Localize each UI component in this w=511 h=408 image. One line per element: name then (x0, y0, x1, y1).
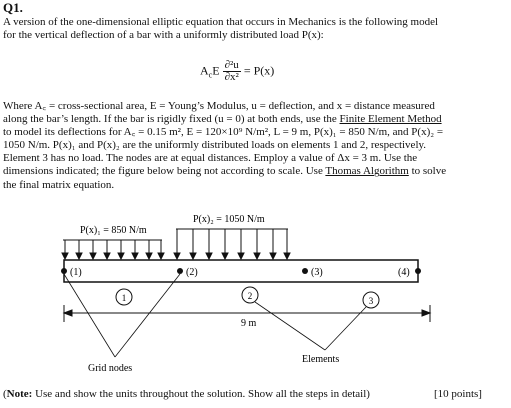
body-line-4: 1050 N/m. P(x)₁ and P(x)₂ are the uniformly distributed loads on elements 1 and 2, respectively. (3, 139, 427, 152)
question-intro (3, 16, 509, 42)
node-3-dot (302, 268, 308, 274)
load1-arrows (62, 240, 164, 259)
element-3-label: 3 (368, 296, 374, 306)
intro-line-2: for the vertical deflection of a bar with a uniformly distributed load P(x): (3, 29, 324, 42)
governing-equation (200, 60, 274, 83)
fem-link[interactable]: Finite Element Method (339, 113, 442, 126)
bar-diagram (0, 205, 511, 385)
intro-line-1: A version of the one-dimensional elliptic equation that occurs in Mechanics is the following model (3, 16, 439, 28)
load1-label: P(x)₁ = 850 N/m (80, 225, 147, 236)
question-number: Q1. (3, 0, 23, 15)
eq-coef2: E (212, 63, 220, 78)
note-text: Use and show the units throughout the solution. Show all the steps in detail) (32, 388, 370, 400)
node-1-dot (61, 268, 67, 274)
body-line-1: Where A꜀ = cross-sectional area, E = Young’s Modulus, u = deflection, and x = distance measured (3, 100, 435, 112)
eq-denominator: ∂x² (224, 71, 239, 83)
node-2-label: (2) (186, 267, 198, 278)
elements-pointers (255, 302, 366, 350)
elements-label: Elements (302, 354, 340, 365)
body-line-7: the final matrix equation. (3, 178, 115, 191)
eq-coef: A (200, 63, 209, 78)
body-line-6: dimensions indicated; the figure below being not according to scale. Use Thomas Algorithm to solve (3, 165, 447, 178)
note-bold: Note: (6, 388, 33, 400)
eq-coef-sub: c (208, 70, 213, 80)
body-line-2: along the bar’s length. If the bar is rigidly fixed (u = 0) at both ends, use the Finite Element Method (3, 113, 442, 126)
eq-rhs: = P(x) (243, 63, 275, 78)
thomas-link[interactable]: Thomas Algorithm (325, 165, 409, 178)
eq-fraction (223, 60, 241, 83)
question-body (3, 100, 509, 192)
body-line-3: to model its deflections for A꜀ = 0.15 m², E = 120×10⁹ N/m², L = 9 m, P(x)₁ = 850 N/m, and P(x)₂ = (3, 126, 444, 139)
node-3-label: (3) (311, 267, 323, 278)
eq-numerator: ∂²u (224, 59, 239, 71)
node-4-dot (415, 268, 421, 274)
node-1-label: (1) (70, 267, 82, 278)
load2-arrows (174, 229, 290, 259)
note (3, 388, 370, 400)
body-line-5: Element 3 has no load. The nodes are at equal distances. Employ a value of Δx = 3 m. Use the (3, 152, 418, 165)
node-2-dot (177, 268, 183, 274)
bar (64, 260, 418, 282)
grid-nodes-label: Grid nodes (88, 363, 133, 374)
grid-nodes-pointers (64, 274, 180, 357)
points-label: [10 points] (434, 388, 482, 400)
length-label: 9 m (241, 318, 257, 329)
node-4-label: (4) (398, 267, 410, 278)
note-open: ( (3, 388, 7, 400)
element-1-label: 1 (121, 293, 127, 303)
element-2-label: 2 (247, 291, 253, 301)
load2-label: P(x)₂ = 1050 N/m (193, 214, 265, 225)
